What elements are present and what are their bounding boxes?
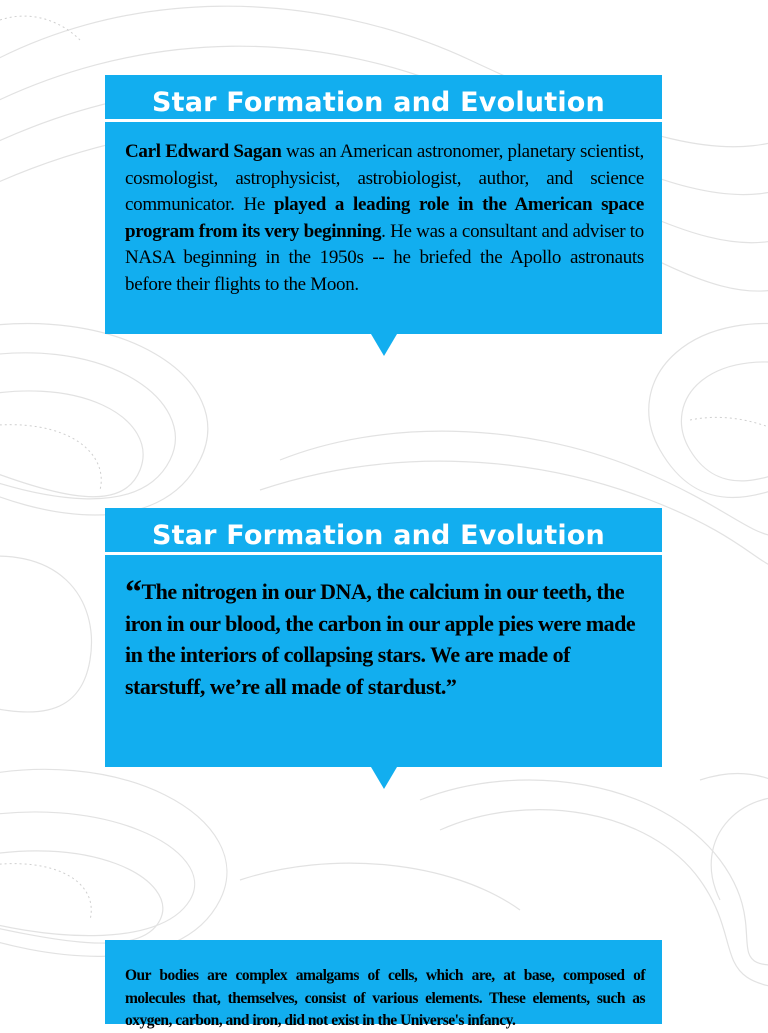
card-header	[105, 75, 662, 122]
quote-text	[125, 576, 650, 702]
bio-text-part: was an American astronomer, planetary scientist, cosmologist, astrophysicist, astrobiologist, author, and science communicator. He	[125, 141, 644, 215]
open-quote-mark: “	[125, 574, 142, 611]
bio-emphasis: played a leading role in the American space program from its very beginning	[125, 194, 644, 242]
card-header	[105, 508, 662, 555]
info-card-elements	[105, 940, 662, 1029]
info-card-sagan-bio	[105, 75, 662, 334]
bio-text-part: . He was a consultant and adviser to NASA beginning in the 1950s -- he briefed the Apollo astronauts before their flights to the Moon.	[125, 220, 644, 295]
speech-pointer	[371, 767, 397, 789]
card-title: Star Formation and Evolution	[152, 87, 605, 118]
quote-card	[105, 508, 662, 767]
speech-pointer	[371, 334, 397, 356]
biography-paragraph	[125, 139, 644, 298]
elements-paragraph: Our bodies are complex amalgams of cells, which are, at base, composed of molecules that, themselves, consist of various elements. These elements, such as oxygen, carbon, and iron, did not exist in the Universe's infancy.	[125, 967, 645, 1029]
quote-body: The nitrogen in our DNA, the calcium in our teeth, the iron in our blood, the carbon in our apple pies were made in the interiors of collapsing stars. We are made of starstuff, we’re all made of stardust.”	[125, 579, 636, 699]
card-title: Star Formation and Evolution	[152, 520, 605, 551]
person-name: Carl Edward Sagan	[125, 141, 282, 162]
